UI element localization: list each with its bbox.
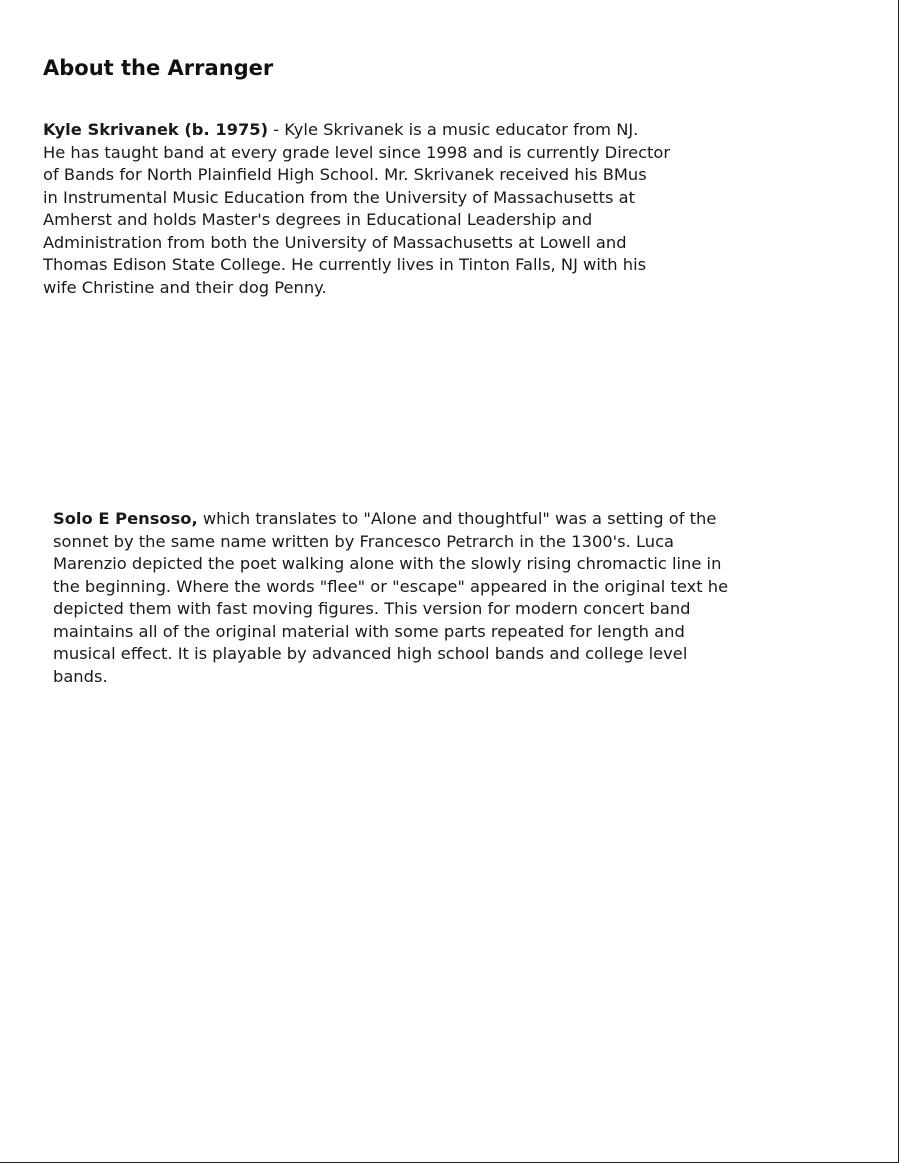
description-line: depicted them with fast moving figures. This version for modern concert band xyxy=(53,599,691,618)
description-line-text: which translates to "Alone and thoughtful" was a setting of the xyxy=(197,509,717,528)
bio-line: He has taught band at every grade level since 1998 and is currently Director xyxy=(43,142,671,162)
description-line xyxy=(53,508,853,531)
description-line: the beginning. Where the words "flee" or "escape" appeared in the original text he xyxy=(53,576,729,596)
description-line: musical effect. It is playable by advanced high school bands and college level xyxy=(53,644,688,663)
bio-line-text: - Kyle Skrivanek is a music educator from NJ. xyxy=(268,120,639,139)
piece-description-paragraph xyxy=(53,508,853,688)
section-heading: About the Arranger xyxy=(43,56,274,80)
bio-line xyxy=(43,119,803,142)
description-line: Marenzio depicted the poet walking alone with the slowly rising chromactic line in xyxy=(53,554,722,573)
description-line: bands. xyxy=(53,666,108,686)
bio-line: in Instrumental Music Education from the University of Massachusetts at xyxy=(43,187,635,207)
arranger-name: Kyle Skrivanek (b. 1975) xyxy=(43,120,269,139)
bio-line: of Bands for North Plainfield High School. Mr. Skrivanek received his BMus xyxy=(43,165,647,184)
description-line: maintains all of the original material with some parts repeated for length and xyxy=(53,621,685,641)
piece-title: Solo E Pensoso, xyxy=(53,509,198,528)
bio-line: Thomas Edison State College. He currently lives in Tinton Falls, NJ with his xyxy=(43,255,647,274)
arranger-bio-paragraph xyxy=(43,119,803,299)
bio-line: Amherst and holds Master's degrees in Educational Leadership and xyxy=(43,210,593,229)
description-line: sonnet by the same name written by Francesco Petrarch in the 1300's. Luca xyxy=(53,531,674,551)
bio-line: wife Christine and their dog Penny. xyxy=(43,277,327,297)
bio-line: Administration from both the University of Massachusetts at Lowell and xyxy=(43,232,627,252)
